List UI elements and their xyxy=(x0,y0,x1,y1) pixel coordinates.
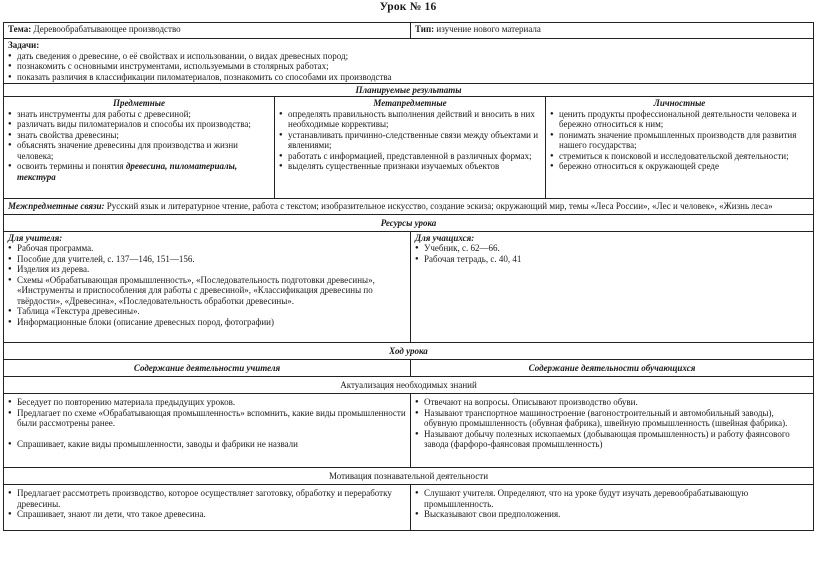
teacher-resource-item: ● Пособие для учителей, с. 137—146, 151—156. xyxy=(8,254,406,265)
teacher-resource-item: ● Схемы «Обрабатывающая промышленность», «Последовательность подготовки древесины», «Инструменты и приспособления для работы с древесиной», «Классификация древесины по твёрдости», «Древесина», «Последовательность обработки древесины». xyxy=(8,275,406,307)
section1-teacher-item: ● Спрашивает, какие виды промышленности, заводы и фабрики не назвали xyxy=(8,439,406,450)
course-columns-row xyxy=(4,360,813,378)
task-item: ● показать различия в классификации пиломатериалов, познакомить со способами их производства xyxy=(8,72,809,83)
meta-title: Метапредметные xyxy=(373,98,447,108)
section1-title: Актуализация необходимых знаний xyxy=(340,380,477,390)
section2-students xyxy=(411,485,813,530)
type-value: изучение нового материала xyxy=(436,24,541,34)
section2-teacher-item: ● Предлагает рассмотреть производство, которое осуществляет заготовку, обработку и переработку древесины. xyxy=(8,488,406,509)
meta-item: ● выделять существенные признаки изучаемых объектов xyxy=(279,161,541,172)
section1-student-item: ● Отвечают на вопросы. Описывают производство обуви. xyxy=(415,397,809,408)
subject-results xyxy=(4,97,275,198)
student-resource-item: ● Учебник, с. 62—66. xyxy=(415,243,809,254)
task-item: ● познакомить с основными инструментами, используемыми в столярных работах; xyxy=(8,61,809,72)
tasks-row xyxy=(4,39,813,84)
resources-header: Ресурсы урока xyxy=(380,217,437,228)
section2-header-row xyxy=(4,468,813,485)
lesson-title: Урок № 16 xyxy=(379,1,437,13)
meta-item: ● определять правильность выполнения действий и вносить в них необходимые коррективы; xyxy=(279,109,541,130)
planned-header: Планируемые результаты xyxy=(355,85,462,95)
type-cell xyxy=(411,23,813,38)
personal-item: ● стремиться к поисковой и исследовательской деятельности; xyxy=(550,151,809,162)
teacher-resource-item: ● Информационные блоки (описание древесных пород, фотографии) xyxy=(8,317,406,328)
section2-title: Мотивация познавательной деятельности xyxy=(328,471,489,481)
planned-header-row xyxy=(4,84,813,97)
section1-teacher-item: ● Предлагает по схеме «Обрабатывающая промышленность» вспомнить, какие виды промышленности были рассмотрены ранее. xyxy=(8,408,406,429)
col-students-header: Содержание деятельности обучающихся xyxy=(528,362,696,373)
section2-student-item: ● Высказывают свои предположения. xyxy=(415,509,809,520)
personal-results xyxy=(546,97,813,198)
section2-row xyxy=(4,485,813,530)
interdisciplinary-row xyxy=(4,199,813,215)
subject-item: ● знать инструменты для работы с древесиной; xyxy=(8,109,270,120)
student-resource-item: ● Рабочая тетрадь, с. 40, 41 xyxy=(415,254,809,265)
student-resources-label: Для учащихся: xyxy=(415,232,475,243)
topic-row xyxy=(4,23,813,39)
terms-lead: освоить термины и понятия xyxy=(17,161,126,171)
meta-results xyxy=(275,97,546,198)
personal-item: ● бережно относиться к окружающей среде xyxy=(550,161,809,172)
type-label: Тип: xyxy=(415,24,435,34)
teacher-resource-item: ● Таблица «Текстура древесины». xyxy=(8,306,406,317)
subject-item: ● знать свойства древесины; xyxy=(8,130,270,141)
meta-item: ● работать с информацией, представленной в различных формах; xyxy=(279,151,541,162)
tasks-list xyxy=(8,51,809,83)
tasks-label: Задачи: xyxy=(8,40,40,50)
section2-teacher-item: ● Спрашивает, знают ли дети, что такое древесина. xyxy=(8,509,406,520)
section1-header-row xyxy=(4,377,813,394)
section1-row xyxy=(4,394,813,468)
subject-item-terms xyxy=(8,161,270,182)
section2-teacher xyxy=(4,485,411,530)
section1-students xyxy=(411,394,813,467)
interdisciplinary-label: Межпредметные связи: xyxy=(8,201,105,211)
section1-teacher-item: ● Беседует по повторению материала предыдущих уроков. xyxy=(8,397,406,408)
personal-item: ● понимать значение промышленных производств для развития нашего государства; xyxy=(550,130,809,151)
topic-value: Деревообрабатывающее производство xyxy=(33,24,181,34)
lesson-table xyxy=(3,22,814,531)
section1-student-item: ● Называют добычу полезных ископаемых (добывающая промышленность) и работу фаянсового завода (фарфоро-фаянсовая промышленность) xyxy=(415,429,809,450)
meta-item: ● устанавливать причинно-следственные связи между объектами и явлениями; xyxy=(279,130,541,151)
topic-label: Тема: xyxy=(8,24,32,34)
topic-cell xyxy=(4,23,411,38)
terms-list: древесина, пиломатериалы, текстура xyxy=(17,161,238,182)
planned-row xyxy=(4,97,813,199)
section1-student-item: ● Называют транспортное машиностроение (вагоностроительный и автомобильный заводы), обувную промышленность (обувная фабрика), швейную промышленность (швейная фабрика). xyxy=(415,408,809,429)
resources-row xyxy=(4,232,813,343)
col-teacher-header: Содержание деятельности учителя xyxy=(4,360,411,377)
teacher-resource-item: ● Рабочая программа. xyxy=(8,243,406,254)
teacher-resource-item: ● Изделия из дерева. xyxy=(8,264,406,275)
task-item: ● дать сведения о древесине, о её свойствах и использовании, о видах древесных пород; xyxy=(8,51,809,62)
tasks-cell xyxy=(4,39,813,83)
personal-item: ● ценить продукты профессиональной деятельности человека и бережно относиться к ним; xyxy=(550,109,809,130)
teacher-resources xyxy=(4,232,411,342)
personal-title: Личностные xyxy=(653,98,706,108)
teacher-resources-label: Для учителя: xyxy=(8,232,63,243)
resources-header-row xyxy=(4,215,813,232)
subject-title: Предметные xyxy=(112,98,165,108)
course-header: Ход урока xyxy=(389,345,428,356)
course-header-row xyxy=(4,343,813,360)
student-resources xyxy=(411,232,813,342)
interdisciplinary-cell xyxy=(4,199,813,214)
section1-teacher xyxy=(4,394,411,467)
subject-item: ● различать виды пиломатериалов и способы их производства; xyxy=(8,119,270,130)
interdisciplinary-text: Русский язык и литературное чтение, работа с текстом; изобразительное искусство, создание эскиза; окружающий мир, темы «Леса России», «Лес и человек», «Жизнь леса» xyxy=(104,201,773,211)
section2-student-item: ● Слушают учителя. Определяют, что на уроке будут изучать деревообрабатывающую промышленность. xyxy=(415,488,809,509)
subject-item: ● объяснять значение древесины для производства и жизни человека; xyxy=(8,140,270,161)
